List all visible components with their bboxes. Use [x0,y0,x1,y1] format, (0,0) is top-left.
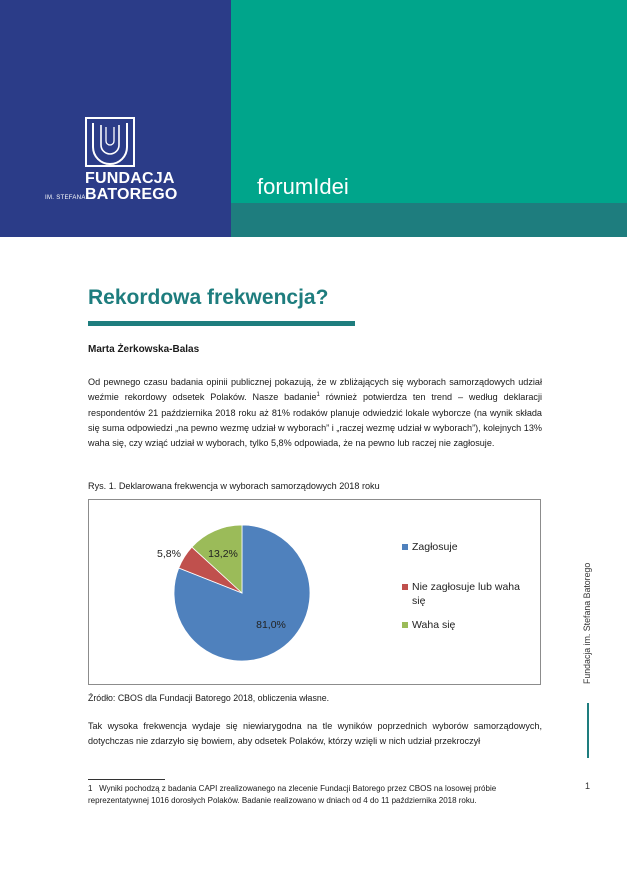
footnote-number: 1 [88,784,93,793]
footnote-rule [88,779,165,780]
paragraph-second: Tak wysoka frekwencja wydaje się niewiarygodna na tle wyników poprzednich wyborów samorządowych, dotychczas nie zdarzyło się bowiem, aby odsetek Polaków, którzy wzięli w nich udział przekroczył [88,721,542,747]
legend-label-1: Zagłosuje [412,541,458,553]
brand-name-line1: FUNDACJA [85,170,175,187]
pie-data-label-2: 5,8% [157,548,181,560]
page-number: 1 [585,781,591,791]
paragraph-intro-part2: również potwierdza ten trend – według deklaracji respondentów 21 października 2018 roku aż 81% rodaków planuje odwiedzić lokale wyborcze (na wynik składa się suma odpowiedzi „na pewno wezmę udział w wyborach” i „raczej wezmę udział w wyborach”), kolejnych 13% waha się, czy wziąć udział w wyborach, tylko 5,8% odpowiada, że na pewno lub raczej nie zagłosuje. [88,392,542,449]
article-author: Marta Żerkowska-Balas [88,344,200,355]
legend-label-3: Waha się [412,619,456,631]
figure-source: Źródło: CBOS dla Fundacji Batorego 2018, obliczenia własne. [88,693,330,703]
brand-name-small: IM. STEFANA [45,195,86,201]
sidebar-rule [587,703,589,758]
legend-swatch-3 [402,622,408,628]
article-title: Rekordowa frekwencja? [88,286,329,309]
pie-chart-frame [88,499,541,685]
paragraph-intro [88,375,542,451]
sidebar-vertical-text: Fundacja im. Stefana Batorego [582,562,592,684]
pie-data-label-3: 13,2% [208,548,238,560]
footnote-ref[interactable]: 1 [316,392,320,399]
brand-name-line2: BATOREGO [85,186,178,203]
paragraph-intro-part1: Od pewnego czasu badania opinii publicznej pokazują, że w zbliżających się wyborach samorządowych udział weźmie rekordowy odsetek Polaków. Nasze badanie [88,377,542,403]
title-rule [88,321,355,326]
forum-idei-label: forumIdei [257,174,349,199]
footnote [88,783,542,807]
figure-caption: Rys. 1. Deklarowana frekwencja w wyborach samorządowych 2018 roku [88,481,380,491]
legend-swatch-1 [402,544,408,550]
footnote-text: Wyniki pochodzą z badania CAPI zrealizowanego na zlecenie Fundacji Batorego przez CBOS na losowej próbie reprezentatywnej 1016 dorosłych Polaków. Badanie realizowano w dniach od 4 do 11 października 2018 roku. [88,784,497,805]
header-right-panel [231,0,627,203]
legend-swatch-2 [402,584,408,590]
pie-data-label-1: 81,0% [256,619,286,631]
fundacja-logo-icon [85,117,135,167]
header-band [231,203,627,237]
legend-label-2: Nie zagłosuje lub waha się [412,581,520,607]
pie-chart [89,500,542,686]
